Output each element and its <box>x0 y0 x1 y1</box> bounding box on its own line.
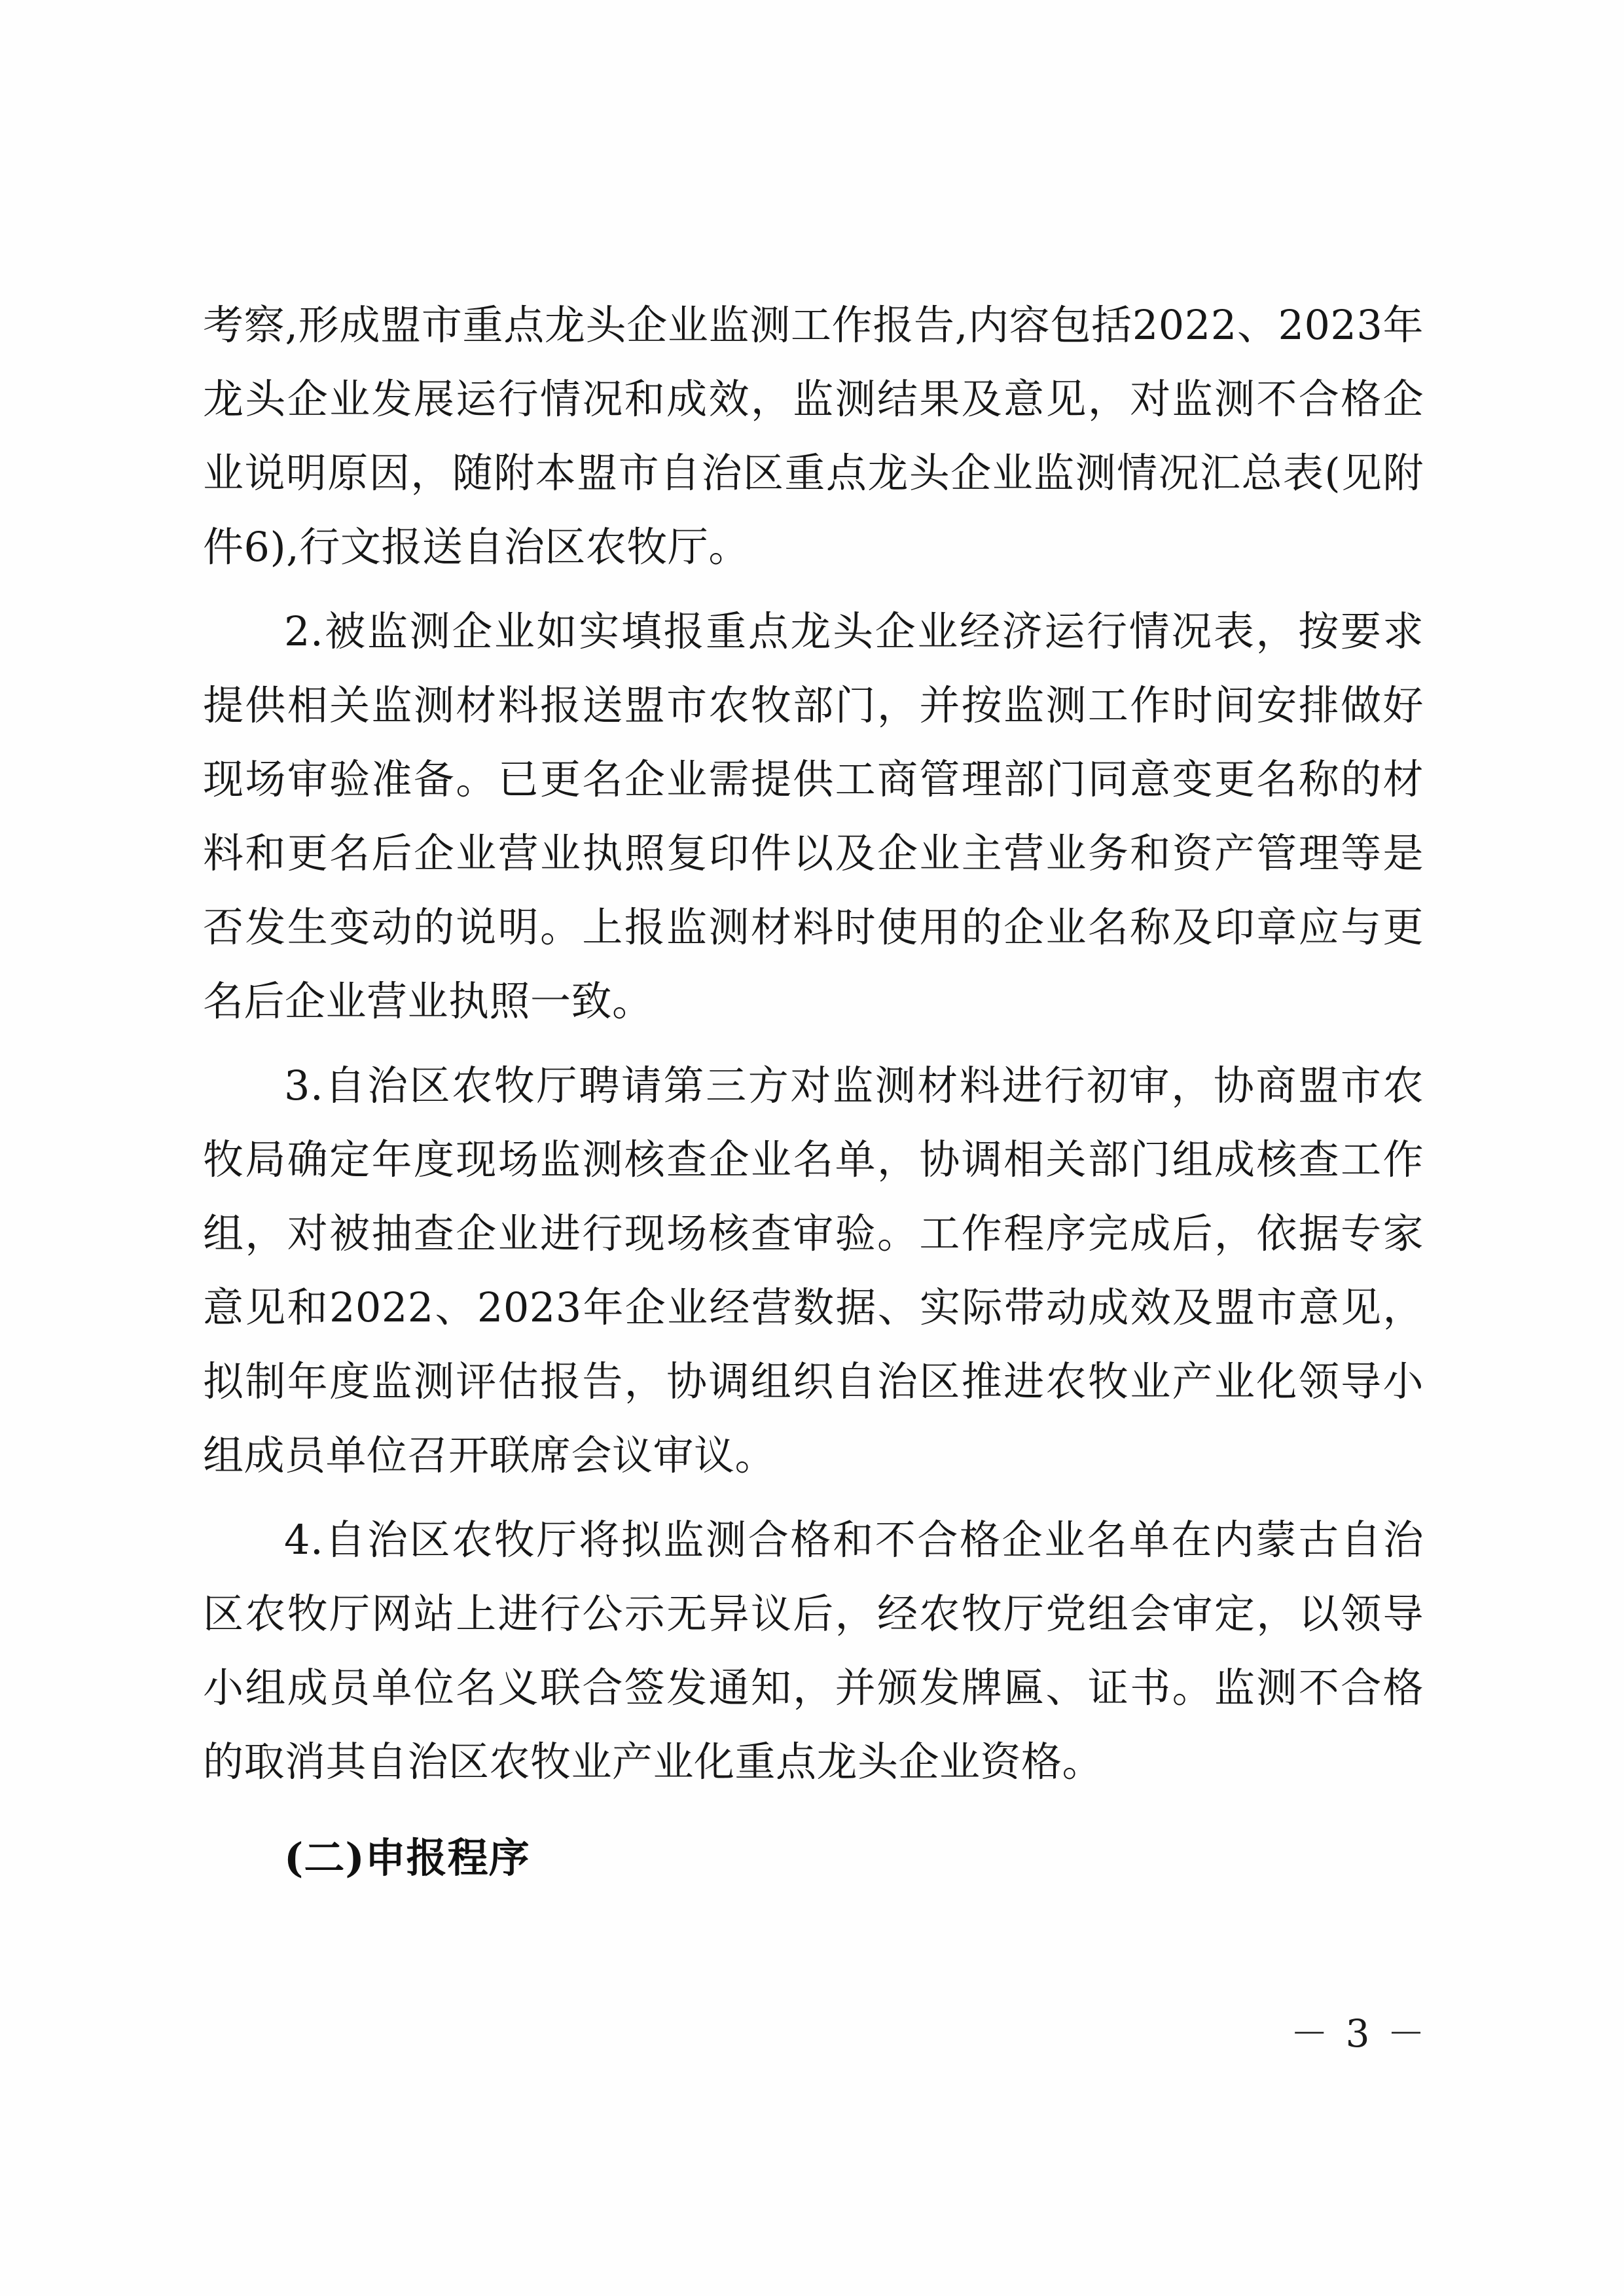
paragraph-item-3: 3.自治区农牧厅聘请第三方对监测材料进行初审，协商盟市农牧局确定年度现场监测核查企业名单，协调相关部门组成核查工作组，对被抽查企业进行现场核查审验。工作程序完成后，依据专家意见和2022、2023年企业经营数据、实际带动成效及盟市意见，拟制年度监测评估报告，协调组织自治区推进农牧业产业化领导小组成员单位召开联席会议审议。 <box>203 1062 1424 1479</box>
paragraph-continued: 考察,形成盟市重点龙头企业监测工作报告,内容包括2022、2023年龙头企业发展运行情况和成效，监测结果及意见，对监测不合格企业说明原因，随附本盟市自治区重点龙头企业监测情况汇总表(见附件6),行文报送自治区农牧厅。 <box>203 301 1424 571</box>
section-heading: (二)申报程序 <box>284 1834 530 1882</box>
page-number: － 3 － <box>1290 2011 1428 2056</box>
paragraph-item-4: 4.自治区农牧厅将拟监测合格和不合格企业名单在内蒙古自治区农牧厅网站上进行公示无异议后，经农牧厅党组会审定，以领导小组成员单位名义联合签发通知，并颁发牌匾、证书。监测不合格的取消其自治区农牧业产业化重点龙头企业资格。 <box>203 1516 1424 1785</box>
document-body <box>203 288 1424 1895</box>
paragraph-item-2: 2.被监测企业如实填报重点龙头企业经济运行情况表，按要求提供相关监测材料报送盟市农牧部门，并按监测工作时间安排做好现场审验准备。已更名企业需提供工商管理部门同意变更名称的材料和更名后企业营业执照复印件以及企业主营业务和资产管理等是否发生变动的说明。上报监测材料时使用的企业名称及印章应与更名后企业营业执照一致。 <box>203 607 1424 1025</box>
